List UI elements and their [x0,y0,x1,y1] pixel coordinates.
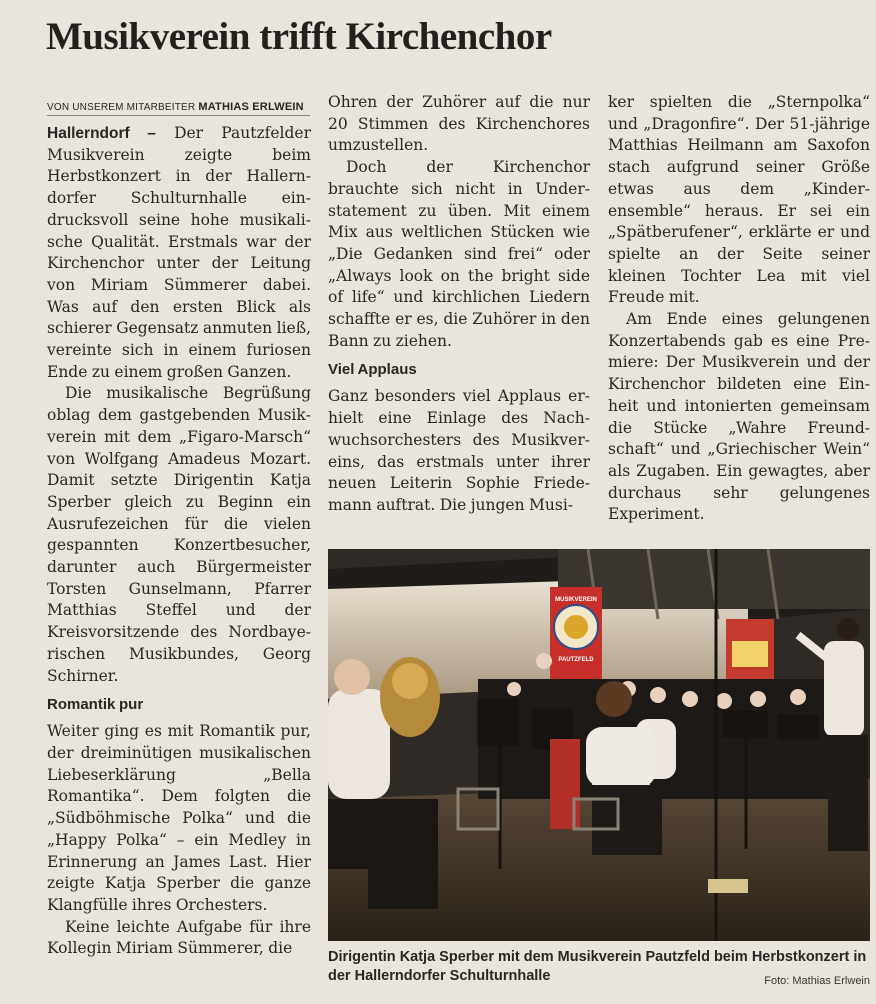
article-column-1 [47,123,311,960]
paragraph-intro [47,123,311,383]
banner-crest [550,587,602,683]
banner-text-top: MUSIKVEREIN [555,597,597,603]
photo-caption: Dirigentin Katja Sperber mit dem Musikverein Pautzfeld beim Herbstkonzert in der Hallerndorfer Schulturnhalle [328,949,867,984]
paragraph: Weiter ging es mit Romantik pur, der dreiminütigen musikalischen Liebeserklärung „Bella Romantika“. Dem folgten die „Südböhmische Polka“ und die „Happy Polka“ – ein Medley in Erinnerung an James Last. Hier zeigte Katja Sperber die ganze Klangfülle ihres Orchesters. [47,722,311,914]
byline-author: MATHIAS ERLWEIN [198,101,304,113]
paragraph: ker spielten die „Sternpolka“ und „Dragonfire“. Der 51-jährige Matthias Heilmann am Saxofon stach aufgrund seiner Größe etwas aus dem „Kinderensemble“ heraus. Er sei ein „Spätberufener“, erklärte er und spielte an der Seite seiner kleinen Tochter Lea mit viel Freude mit. [608,93,870,307]
paragraph: Ganz besonders viel Applaus erhielt eine Einlage des Nachwuchsorchesters des Musikvereins, das erstmals unter ihrer neuen Leiterin Sophie Friedemann auftrat. Die jungen Musi- [328,387,590,514]
paragraph: Ohren der Zuhörer auf die nur 20 Stimmen des Kirchenchores umzustellen. [328,93,590,155]
paragraph: Am Ende eines gelungenen Konzertabends gab es eine Premiere: Der Musikverein und der Kirchenchor bildeten eine Einheit und intonierten gemeinsam die Stücke „Wahre Freundschaft“ und „Griechischer Wein“ als Zugaben. Ein gewagtes, aber durchaus sehr gelungenes Experiment. [608,310,870,524]
banner-text-bottom: PAUTZFELD [558,657,594,663]
paragraph: Doch der Kirchenchor brauchte sich nicht in Understatement zu üben. Mit einem Mix aus weltlichen Stücken wie „Die Gedanken sind frei“ oder „Always look on the bright side of life“ und kirchlichen Liedern schaffte er es, die Zuhörer in den Bann zu ziehen. [328,158,590,350]
article-headline: Musikverein trifft Kirchenchor [46,15,552,58]
dateline: Hallerndorf – [47,125,156,142]
byline-prefix: VON UNSEREM MITARBEITER [47,102,196,113]
paragraph: Keine leichte Aufgabe für ihre Kollegin Miriam Sümmerer, die [47,917,311,958]
byline [47,101,310,116]
paragraph-intro-text: Der Pautzfelder Musikverein zeigte beim Herbstkonzert in der Hallerndorfer Schulturnhalle eindrucksvoll seine hohe musikalische Qualität. Erstmals war der Kirchenchor unter der Leitung von Miriam Sümmerer dabei. Was auf den ersten Blick als schierer Gegensatz anmuten ließ, vereinte sich in einem furiosen Ende zu einem großen Ganzen. [47,124,311,381]
article-column-2 [328,92,590,517]
paragraph: Die musikalische Begrüßung oblag dem gastgebenden Musikverein mit dem „Figaro-Marsch“ von Wolfgang Amadeus Mozart. Damit setzte Dirigentin Katja Sperber gleich zu Beginn ein Ausrufezeichen für die vielen gespannten Konzertbesucher, darunter auch Bürgermeister Torsten Gunselmann, Pfarrer Matthias Steffel und der Kreisvorsitzende des Nordbayerischen Musikbundes, Georg Schirner. [47,384,311,685]
concert-photo-illustration [328,549,870,941]
article-column-3 [608,92,870,526]
photo-credit: Foto: Mathias Erlwein [764,975,870,987]
subheading-applaus: Viel Applaus [328,361,417,379]
subheading-romantik: Romantik pur [47,696,144,714]
concert-photo [328,549,870,941]
